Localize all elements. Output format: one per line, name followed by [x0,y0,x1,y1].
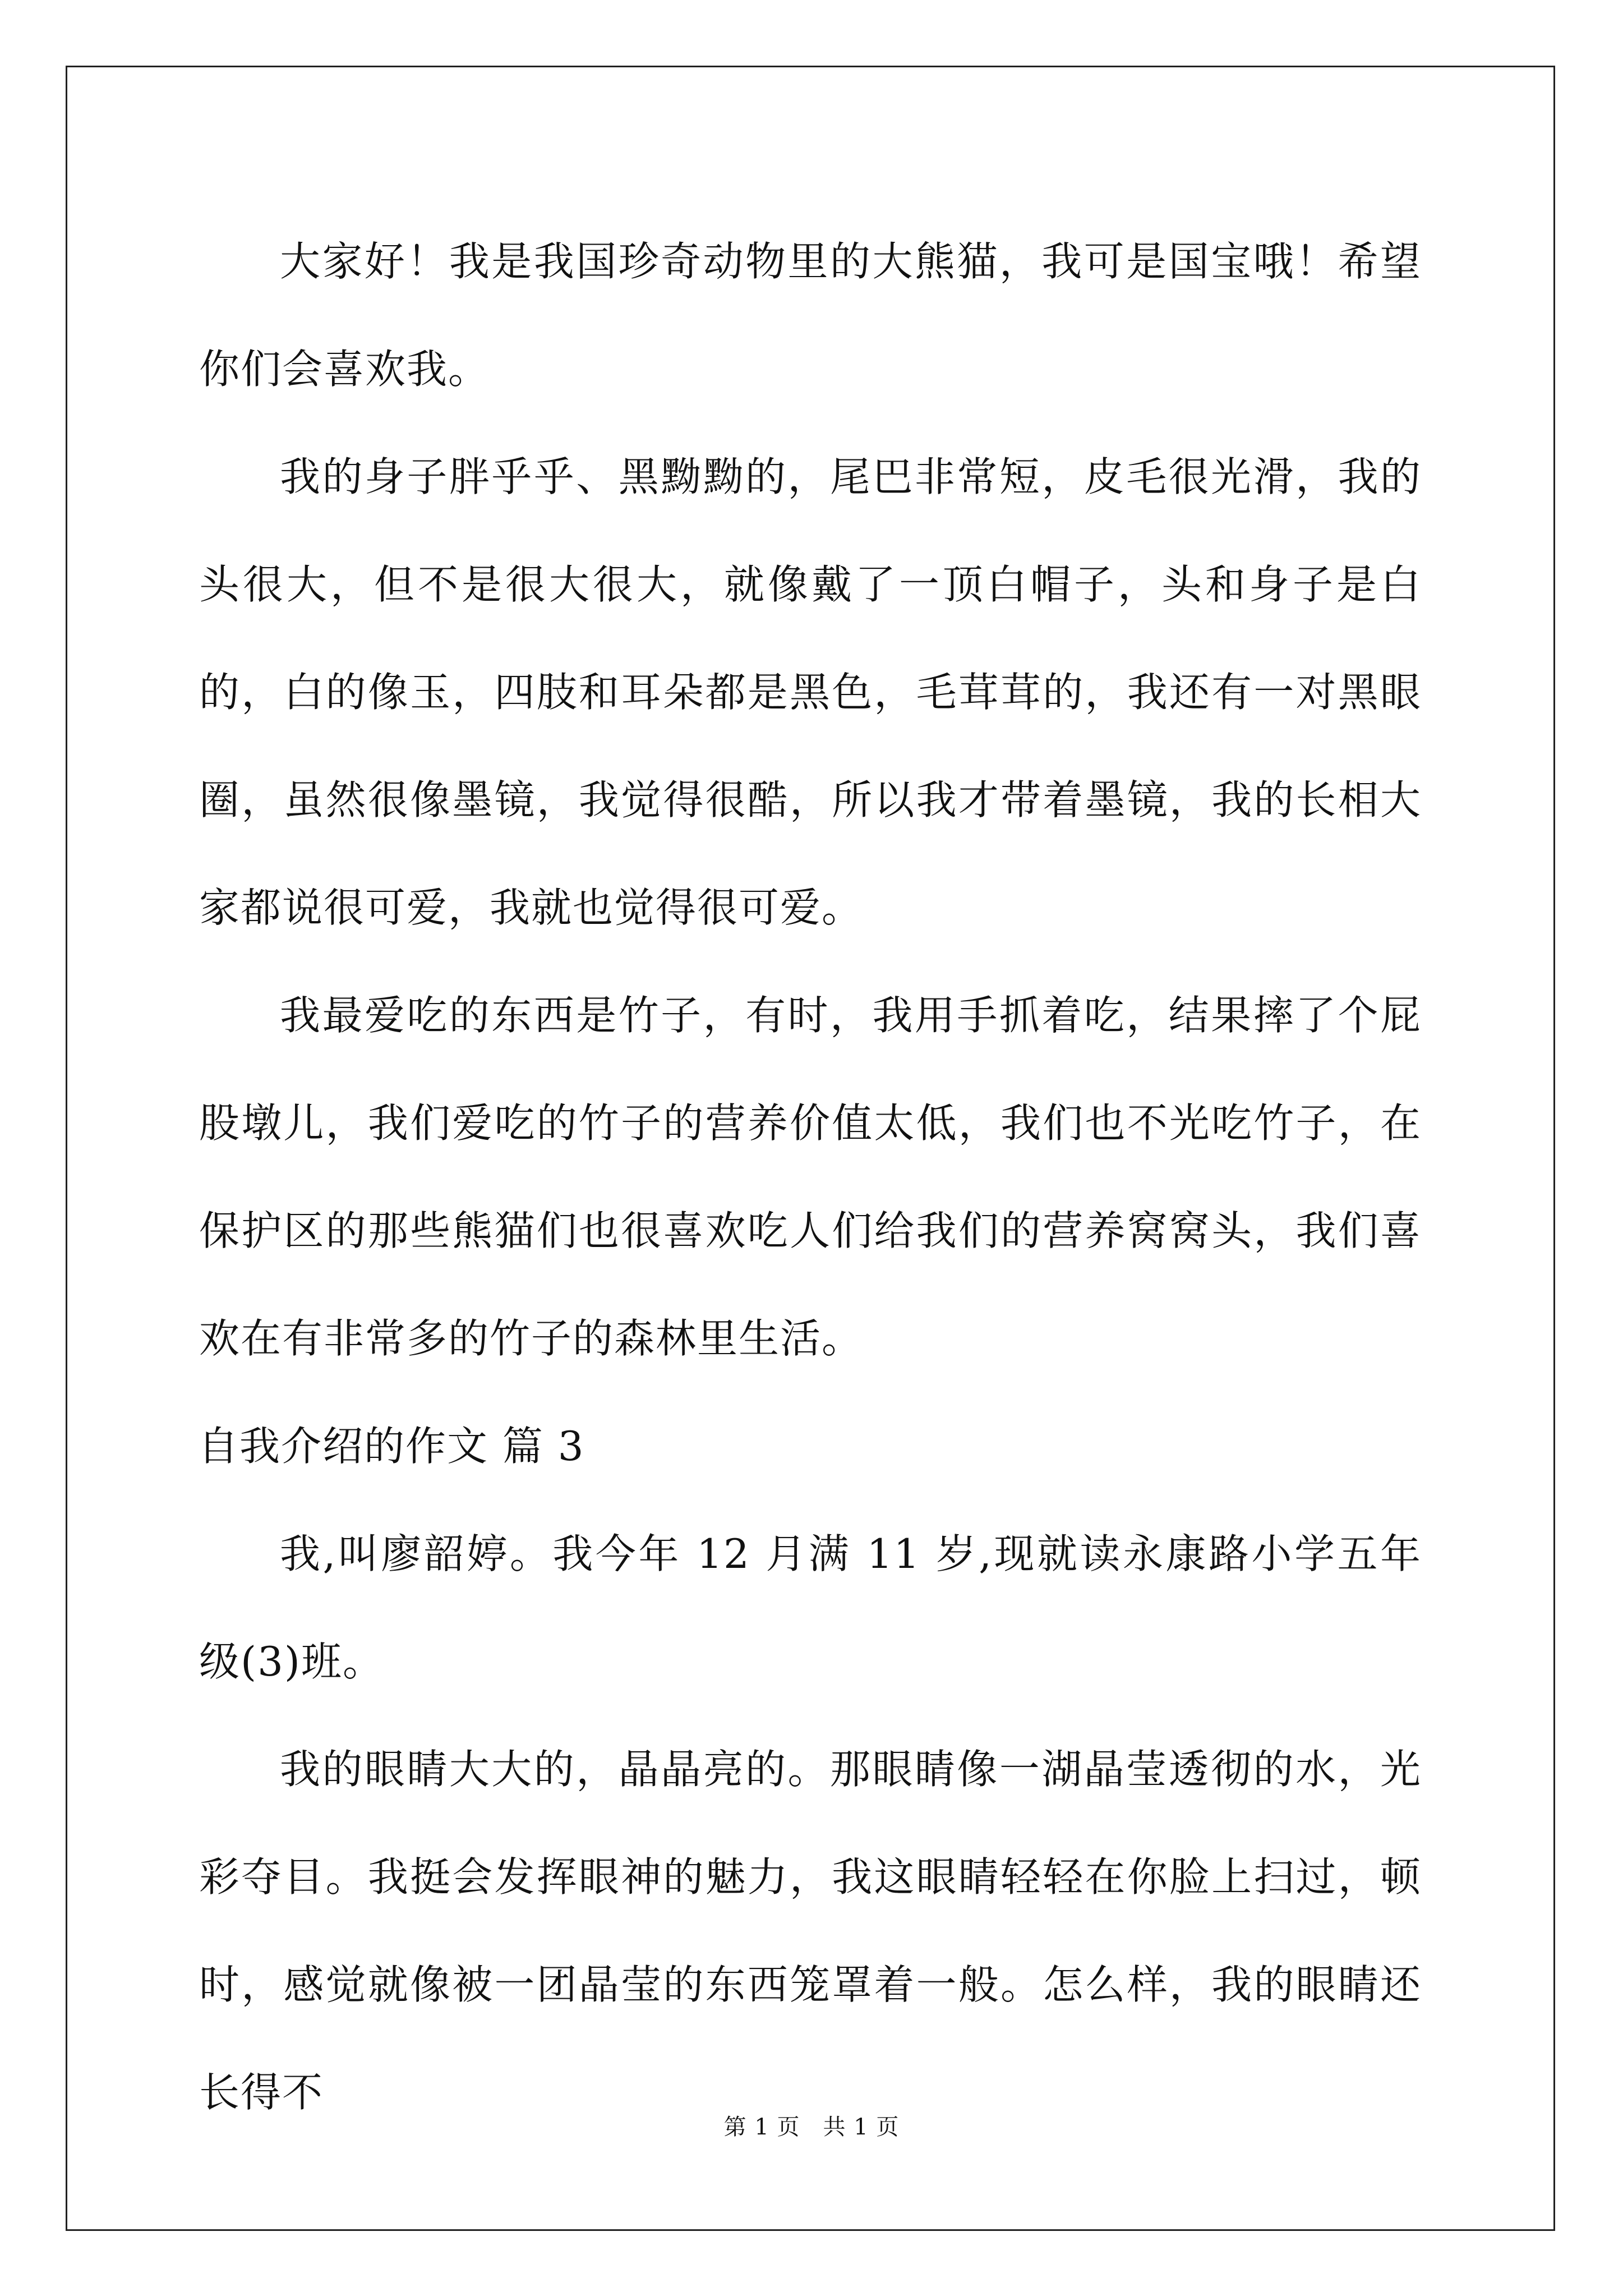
page-footer: 第 1 页 共 1 页 [723,2114,900,2140]
section-heading: 自我介绍的作文 篇 3 [198,1423,585,1470]
paragraph-name-intro: 我,叫廖韶婷。我今年 12 月满 11 岁,现就读永康路小学五年级(3)班。 [199,1530,1422,1685]
paragraph-appearance: 我的身子胖乎乎、黑黝黝的，尾巴非常短，皮毛很光滑，我的头很大，但不是很大很大，就像戴了一顶白帽子，头和身子是白的，白的像玉，四肢和耳朵都是黑色，毛茸茸的，我还有一对黑眼圈，虽然很像墨镜，我觉得很酷，所以我才带着墨镜，我的长相大家都说很可爱，我就也觉得很可爱。 [199,453,1422,931]
document-body [199,208,1422,2146]
paragraph-food: 我最爱吃的东西是竹子，有时，我用手抓着吃，结果摔了个屁股墩儿，我们爱吃的竹子的营养价值太低，我们也不光吃竹子，在保护区的那些熊猫们也很喜欢吃人们给我们的营养窝窝头，我们喜欢在有非常多的竹子的森林里生活。 [199,992,1422,1362]
paragraph-eyes: 我的眼睛大大的，晶晶亮的。那眼睛像一湖晶莹透彻的水，光彩夺目。我挺会发挥眼神的魅力，我这眼睛轻轻在你脸上扫过，顿时，感觉就像被一团晶莹的东西笼罩着一般。怎么样，我的眼睛还长得不 [199,1746,1422,2116]
paragraph-intro: 大家好！我是我国珍奇动物里的大熊猫，我可是国宝哦！希望你们会喜欢我。 [199,238,1422,393]
